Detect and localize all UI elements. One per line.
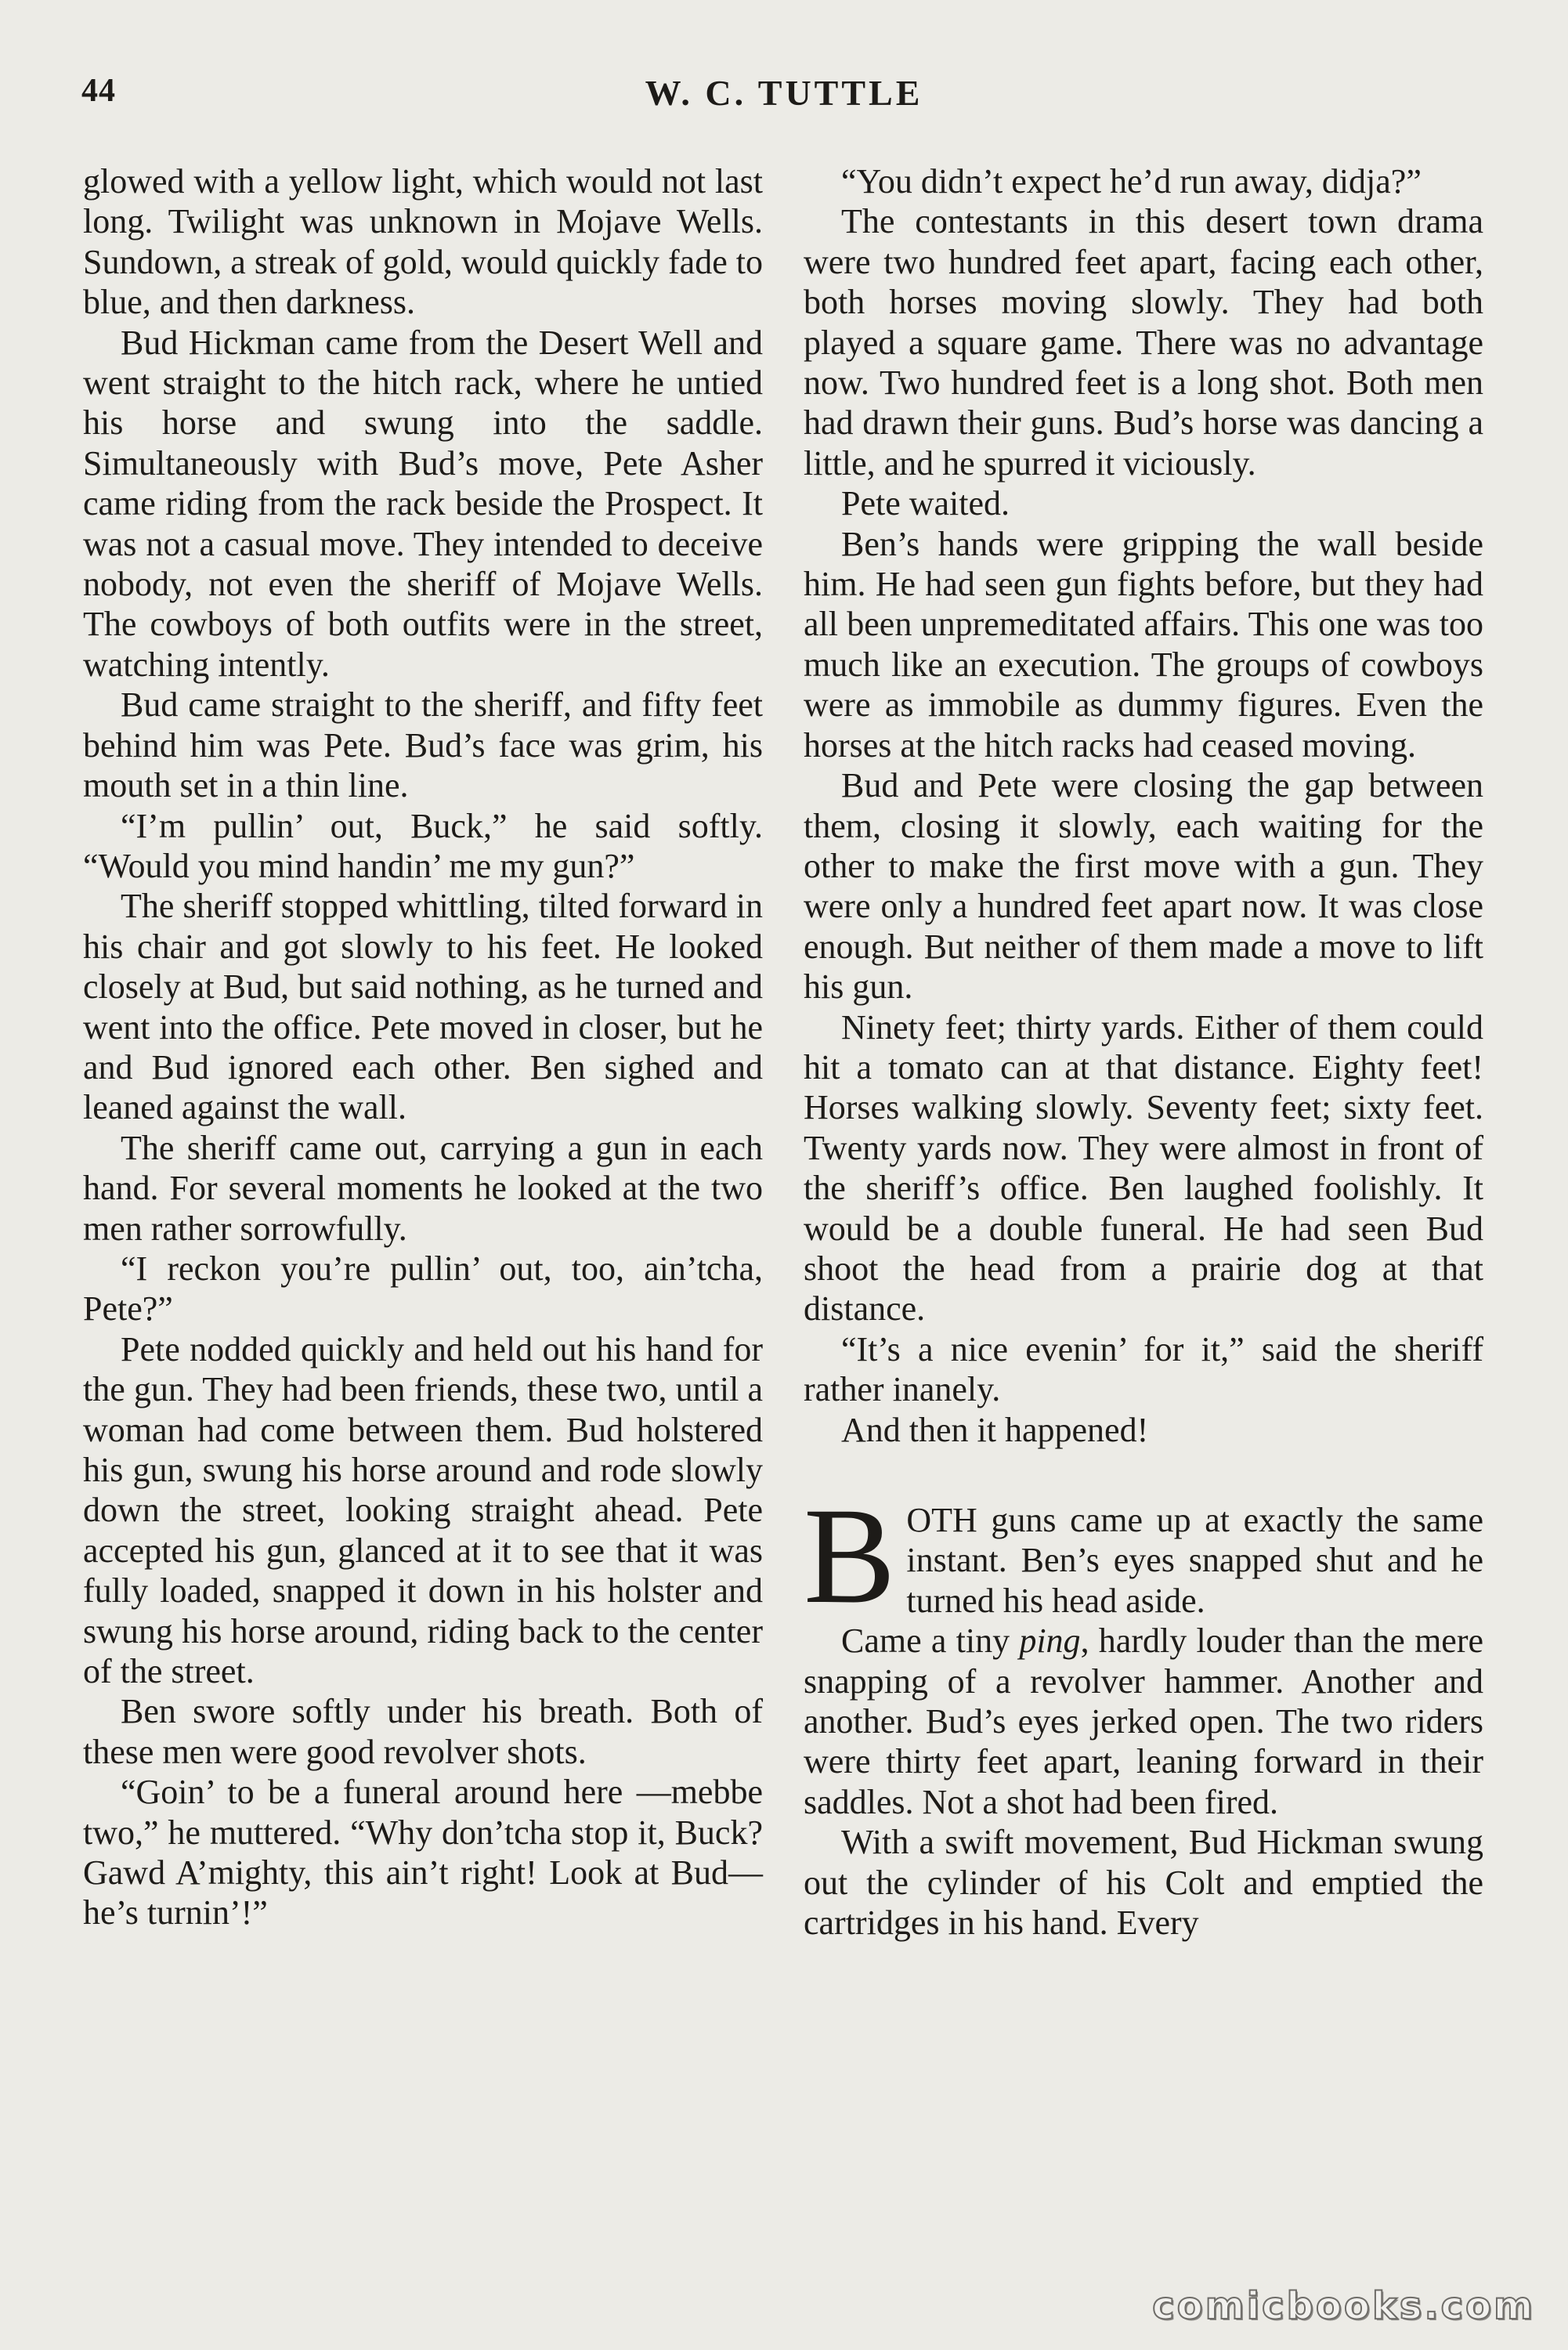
paragraph: Bud Hickman came from the Desert Well and went straight to the hitch rack, where he untied his horse and swung into the saddle. Simultaneously with Bud’s move, Pete Asher came riding from the rack beside the Prospect. It was not a casual move. They intended to deceive nobody, not even the sheriff of Mojave Wells. The cowboys of both outfits were in the street, watching intently. <box>83 323 763 684</box>
paragraph: Ben’s hands were gripping the wall beside him. He had seen gun fights before, but they had all been unpremeditated affairs. This one was too much like an execution. The groups of cowboys were as immobile as dummy figures. Even the horses at the hitch racks had ceased moving. <box>804 524 1483 765</box>
section-first-paragraph <box>804 1480 1483 1632</box>
running-head-author: W. C. TUTTLE <box>645 73 923 113</box>
paragraph: The contestants in this desert town drama were two hundred feet apart, facing each other, both horses moving slowly. They had both played a square game. There was no advantage now. Two hundred feet is a long shot. Both men had drawn their guns. Bud’s horse was dancing a little, and he spurred it viciously. <box>804 202 1483 483</box>
paragraph: The sheriff stopped whittling, tilted forward in his chair and got slowly to his feet. He looked closely at Bud, but said nothing, as he turned and went into the office. Pete moved in closer, but he and Bud ignored each other. Ben sighed and leaned against the wall. <box>83 887 763 1127</box>
drop-cap-letter: B <box>804 1480 896 1632</box>
paragraph: The sheriff came out, carrying a gun in each hand. For several moments he looked at the two men rather sorrowfully. <box>83 1128 763 1248</box>
paragraph-text: , hardly louder than the mere snapping of a revolver hammer. Another and another. Bud’s eyes jerked open. The two riders were thirty feet apart, leaning forward in their saddles. Not a shot had been fired. <box>804 1622 1483 1821</box>
paragraph: Pete nodded quickly and held out his hand for the gun. They had been friends, these two, until a woman had come between them. Bud holstered his gun, swung his horse around and rode slowly down the street, looking straight ahead. Pete accepted his gun, glanced at it to see that it was fully loaded, snapped it down in his holster and swung his horse around, riding back to the center of the street. <box>83 1329 763 1691</box>
paragraph: Ben swore softly under his breath. Both of these men were good revolver shots. <box>83 1692 763 1771</box>
left-column <box>83 161 763 1933</box>
paragraph: Bud and Pete were closing the gap between them, closing it slowly, each waiting for the other to make the first move with a gun. They were only a hundred feet apart now. It was close enough. But neither of them made a move to lift his gun. <box>804 766 1483 1007</box>
paragraph: “I’m pullin’ out, Buck,” he said softly. “Would you mind handin’ me my gun?” <box>83 806 763 885</box>
section-first-text: OTH guns came up at exactly the same instant. Ben’s eyes snapped shut and he turned his head aside. <box>906 1501 1483 1620</box>
paragraph: glowed with a yellow light, which would not last long. Twilight was unknown in Mojave Wells. Sundown, a streak of gold, would quickly fade to blue, and then darkness. <box>83 162 763 322</box>
paragraph: “It’s a nice evenin’ for it,” said the sheriff rather inanely. <box>804 1329 1483 1409</box>
paragraph: Pete waited. <box>841 484 1010 523</box>
page-header <box>81 72 1487 127</box>
italic-word: ping <box>1019 1622 1081 1661</box>
right-column <box>804 161 1483 1943</box>
paragraph: And then it happened! <box>841 1410 1149 1449</box>
paragraph-text: Came a tiny <box>841 1622 1020 1661</box>
paragraph: “You didn’t expect he’d run away, didja?” <box>841 162 1422 201</box>
paragraph: “I reckon you’re pullin’ out, too, ain’tcha, Pete?” <box>83 1249 763 1329</box>
paragraph: With a swift movement, Bud Hickman swung out the cylinder of his Colt and emptied the cartridges in his hand. Every <box>804 1823 1483 1943</box>
watermark-logo: comicbooks.com <box>1152 2284 1535 2328</box>
paragraph <box>804 1621 1483 1822</box>
page-number: 44 <box>81 73 116 109</box>
paragraph: Ninety feet; thirty yards. Either of them could hit a tomato can at that distance. Eighty feet! Horses walking slowly. Seventy feet; sixty feet. Twenty yards now. They were almost in front of the sheriff’s office. Ben laughed foolishly. It would be a double funeral. He had seen Bud shoot the head from a prairie dog at that distance. <box>804 1007 1483 1329</box>
paragraph: Bud came straight to the sheriff, and fifty feet behind him was Pete. Bud’s face was grim, his mouth set in a thin line. <box>83 685 763 805</box>
paragraph: “Goin’ to be a funeral around here —mebbe two,” he muttered. “Why don’tcha stop it, Buck? Gawd A’mighty, this ain’t right! Look at Bud—he’s turnin’!” <box>83 1773 763 1932</box>
